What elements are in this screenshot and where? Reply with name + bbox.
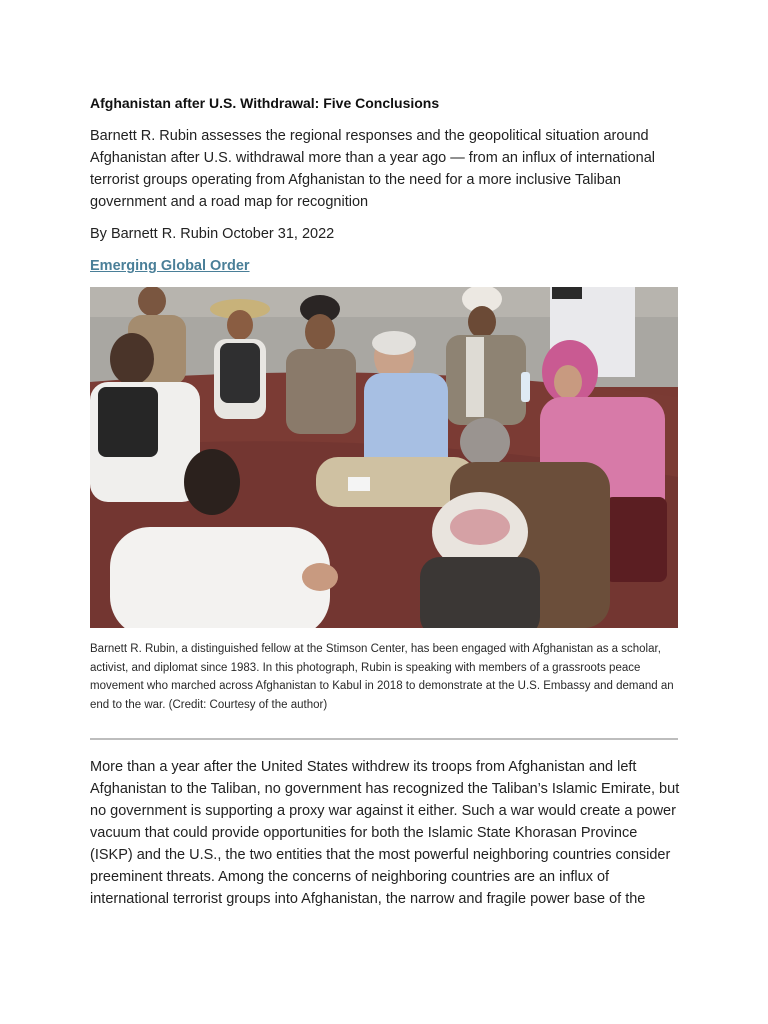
category-link[interactable]: Emerging Global Order — [90, 258, 250, 274]
article-photo — [90, 287, 678, 628]
article-body-paragraph: More than a year after the United States withdrew its troops from Afghanistan and left Afghanistan to the Taliban, no government has recognized the Taliban’s Islamic Emirate, but no government is supporting a proxy war against it either. Such a war would create a power vacuum that could provide opportunities for both the Islamic State Khorasan Province (ISKP) and the U.S., the two entities that the most powerful neighboring countries consider preeminent threats. Among the concerns of neighboring countries are an influx of international terrorist groups into Afghanistan, the narrow and fragile power base of the — [90, 759, 680, 907]
section-divider — [90, 738, 678, 740]
article-container — [90, 94, 680, 910]
photo-caption: Barnett R. Rubin, a distinguished fellow at the Stimson Center, has been engaged with Afghanistan as a scholar, activist, and diplomat since 1983. In this photograph, Rubin is speaking with members of a grassroots peace movement who marched across Afghanistan to Kabul in 2018 to demonstrate at the U.S. Embassy and demand an end to the war. (Credit: Courtesy of the author) — [90, 643, 674, 711]
article-byline: By Barnett R. Rubin October 31, 2022 — [90, 226, 335, 242]
article-summary: Barnett R. Rubin assesses the regional responses and the geopolitical situation around Afghanistan after U.S. withdrawal more than a year ago — from an influx of international terrorist groups operating from Afghanistan to the need for a more inclusive Taliban government and a road map for recognition — [90, 128, 655, 210]
article-title: Afghanistan after U.S. Withdrawal: Five Conclusions — [90, 95, 440, 111]
